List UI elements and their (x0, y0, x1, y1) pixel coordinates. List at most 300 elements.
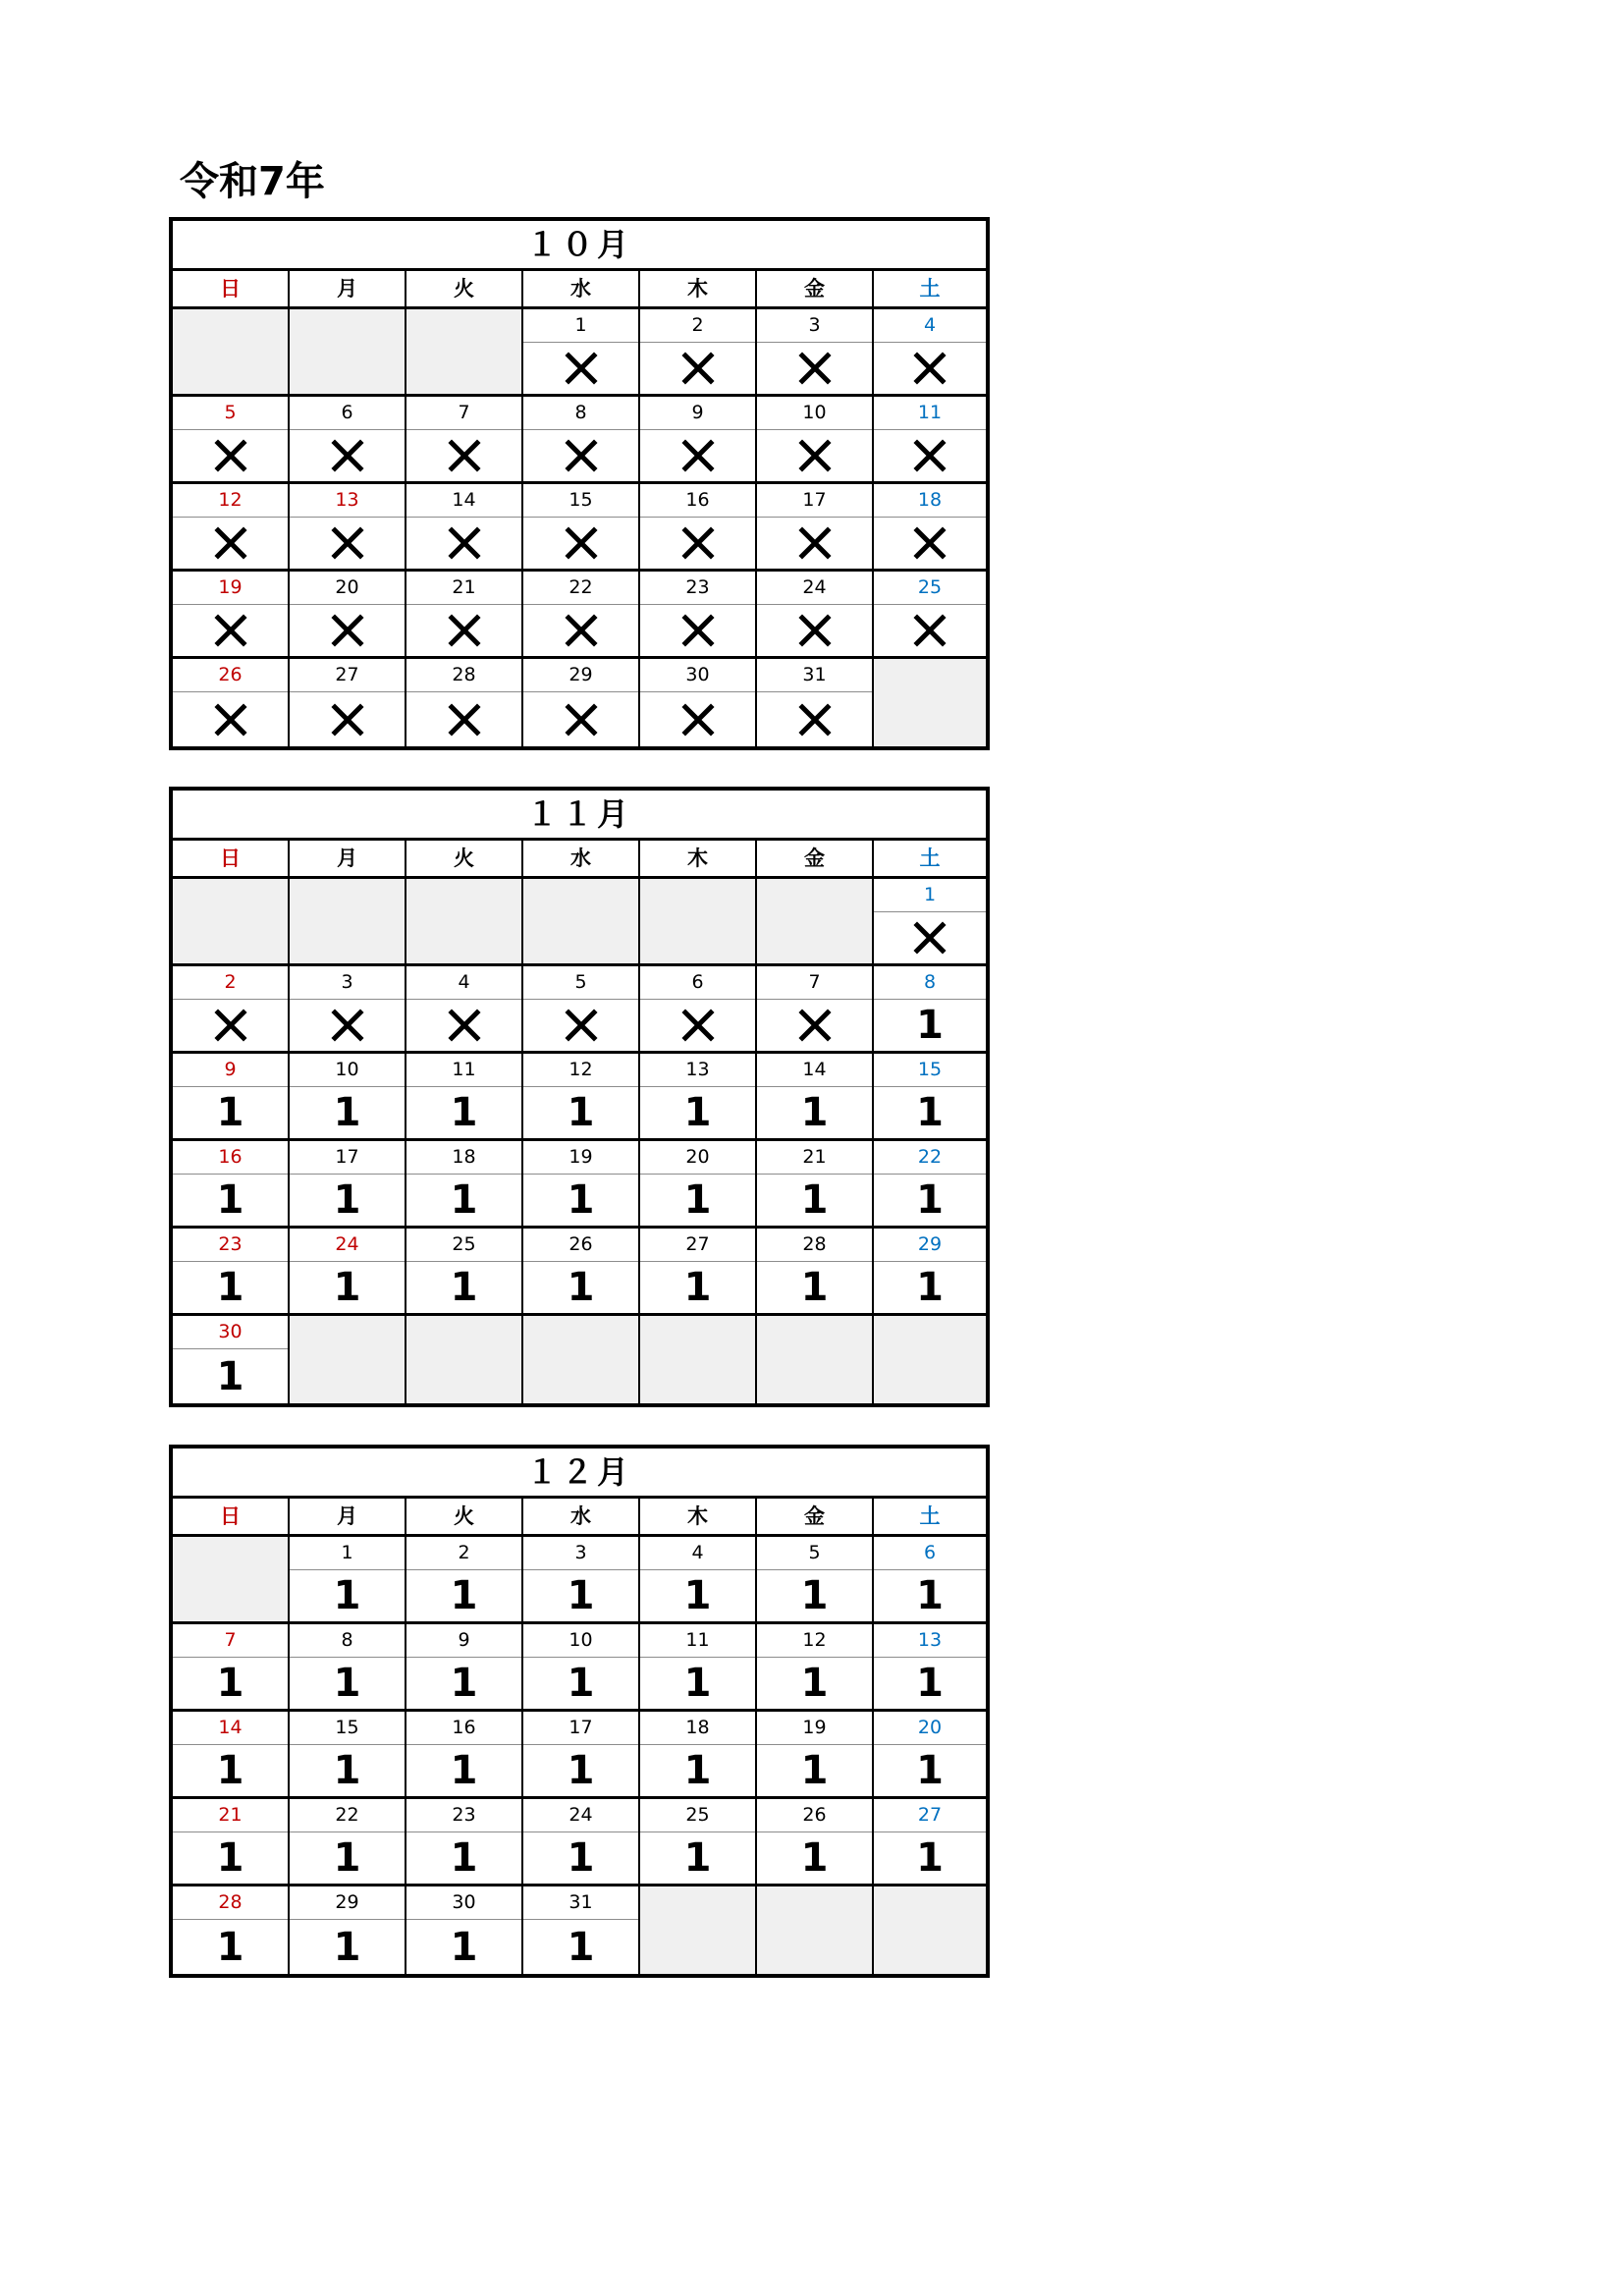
date-number: 20 (874, 1712, 986, 1745)
empty-day-cell (290, 309, 406, 394)
empty-day-cell (173, 879, 290, 963)
date-number: 11 (874, 397, 986, 430)
month-title: １０月 (173, 221, 986, 271)
date-number: 21 (173, 1799, 288, 1832)
day-cell (874, 1537, 986, 1621)
date-number: 5 (523, 966, 638, 1000)
closed-mark (874, 605, 986, 656)
date-number: 25 (874, 572, 986, 605)
date-number: 1 (874, 879, 986, 912)
availability-mark: 1 (450, 1177, 478, 1223)
date-number: 8 (874, 966, 986, 1000)
availability-mark: 1 (333, 1177, 361, 1223)
date-number: 17 (523, 1712, 638, 1745)
closed-mark (874, 343, 986, 394)
day-cell (290, 1624, 406, 1709)
availability-mark: 1 (800, 1835, 829, 1881)
cross-mark-icon (681, 352, 715, 385)
week-row (173, 1712, 986, 1799)
date-number: 26 (757, 1799, 872, 1832)
availability-mark: 1 (916, 1265, 944, 1310)
date-number: 21 (406, 572, 521, 605)
week-row (173, 397, 986, 484)
cross-mark-icon (214, 614, 247, 647)
day-cell (757, 966, 874, 1051)
cross-mark-icon (565, 526, 598, 560)
day-cell (640, 309, 757, 394)
cross-mark-icon (331, 703, 364, 737)
date-number: 7 (173, 1624, 288, 1658)
date-number: 10 (290, 1054, 405, 1087)
weekday-label: 日 (173, 841, 290, 879)
date-number: 15 (290, 1712, 405, 1745)
cross-mark-icon (214, 703, 247, 737)
availability-mark: 1 (216, 1265, 244, 1310)
weekday-label: 日 (173, 271, 290, 309)
cross-mark-icon (331, 439, 364, 472)
day-cell (874, 1712, 986, 1796)
cross-mark-icon (565, 1009, 598, 1042)
availability-mark: 1 (333, 1835, 361, 1881)
date-number: 12 (523, 1054, 638, 1087)
date-number: 31 (757, 659, 872, 692)
availability-mark: 1 (800, 1748, 829, 1793)
calendar-december (169, 1445, 990, 1978)
availability-mark: 1 (567, 1265, 595, 1310)
availability-mark: 1 (916, 1003, 944, 1048)
weekday-label: 火 (406, 841, 523, 879)
closed-mark (406, 430, 521, 481)
date-number: 19 (523, 1141, 638, 1175)
closed-mark (640, 518, 755, 569)
cross-mark-icon (214, 526, 247, 560)
day-cell (874, 572, 986, 656)
closed-mark (406, 605, 521, 656)
day-cell (173, 397, 290, 481)
cross-mark-icon (331, 526, 364, 560)
date-number: 25 (406, 1229, 521, 1262)
year-title: 令和7年 (180, 159, 325, 204)
date-number: 22 (523, 572, 638, 605)
empty-day-cell (757, 1886, 874, 1974)
cross-mark-icon (448, 1009, 481, 1042)
day-cell (640, 1712, 757, 1796)
day-cell (757, 1712, 874, 1796)
date-number: 9 (406, 1624, 521, 1658)
week-row (173, 1229, 986, 1316)
cross-mark-icon (798, 614, 832, 647)
date-number: 27 (290, 659, 405, 692)
closed-mark (640, 343, 755, 394)
date-number: 23 (406, 1799, 521, 1832)
date-number: 18 (874, 484, 986, 518)
day-cell (290, 1886, 406, 1974)
availability-mark: 1 (450, 1661, 478, 1706)
availability-mark: 1 (333, 1573, 361, 1618)
date-number: 11 (640, 1624, 755, 1658)
week-row (173, 484, 986, 572)
day-cell (874, 484, 986, 569)
empty-day-cell (757, 879, 874, 963)
day-cell (523, 1886, 640, 1974)
date-number: 22 (874, 1141, 986, 1175)
availability-mark: 1 (333, 1661, 361, 1706)
day-cell (173, 1624, 290, 1709)
closed-mark (640, 692, 755, 746)
date-number: 13 (290, 484, 405, 518)
availability-mark: 1 (683, 1177, 712, 1223)
availability-mark: 1 (800, 1177, 829, 1223)
closed-mark (757, 430, 872, 481)
day-cell (874, 1229, 986, 1313)
empty-day-cell (406, 879, 523, 963)
cross-mark-icon (448, 614, 481, 647)
date-number: 20 (290, 572, 405, 605)
closed-mark (874, 518, 986, 569)
closed-mark (757, 343, 872, 394)
day-cell (290, 1537, 406, 1621)
day-cell (523, 1054, 640, 1138)
date-number: 6 (290, 397, 405, 430)
week-row (173, 1141, 986, 1229)
day-cell (523, 1624, 640, 1709)
cross-mark-icon (565, 439, 598, 472)
weekday-label: 木 (640, 1499, 757, 1537)
cross-mark-icon (681, 439, 715, 472)
weekday-label: 水 (523, 1499, 640, 1537)
day-cell (173, 572, 290, 656)
day-cell (173, 1316, 290, 1403)
date-number: 28 (406, 659, 521, 692)
date-number: 28 (757, 1229, 872, 1262)
availability-mark: 1 (567, 1924, 595, 1970)
cross-mark-icon (565, 703, 598, 737)
weekday-label: 月 (290, 841, 406, 879)
availability-mark: 1 (216, 1924, 244, 1970)
date-number: 20 (640, 1141, 755, 1175)
week-row (173, 1799, 986, 1886)
day-cell (173, 966, 290, 1051)
day-cell (290, 1229, 406, 1313)
weekday-label: 月 (290, 271, 406, 309)
closed-mark (173, 605, 288, 656)
availability-mark: 1 (216, 1090, 244, 1135)
closed-mark (290, 1000, 405, 1051)
cross-mark-icon (448, 703, 481, 737)
day-cell (406, 1799, 523, 1884)
closed-mark (290, 605, 405, 656)
cross-mark-icon (448, 439, 481, 472)
closed-mark (290, 692, 405, 746)
closed-mark (173, 1000, 288, 1051)
cross-mark-icon (681, 526, 715, 560)
weekday-header (173, 841, 986, 879)
availability-mark: 1 (216, 1661, 244, 1706)
cross-mark-icon (913, 526, 947, 560)
date-number: 13 (640, 1054, 755, 1087)
week-row (173, 1624, 986, 1712)
weekday-label: 金 (757, 271, 874, 309)
day-cell (173, 1712, 290, 1796)
day-cell (757, 1799, 874, 1884)
day-cell (523, 1229, 640, 1313)
empty-day-cell (640, 1886, 757, 1974)
closed-mark (173, 692, 288, 746)
closed-mark (757, 692, 872, 746)
cross-mark-icon (331, 614, 364, 647)
availability-mark: 1 (216, 1177, 244, 1223)
availability-mark: 1 (567, 1661, 595, 1706)
day-cell (757, 1141, 874, 1226)
day-cell (290, 966, 406, 1051)
date-number: 29 (290, 1886, 405, 1920)
date-number: 3 (523, 1537, 638, 1570)
closed-mark (290, 430, 405, 481)
empty-day-cell (406, 1316, 523, 1403)
weekday-label: 火 (406, 1499, 523, 1537)
day-cell (173, 1054, 290, 1138)
day-cell (290, 1054, 406, 1138)
day-cell (640, 1537, 757, 1621)
date-number: 25 (640, 1799, 755, 1832)
empty-day-cell (874, 659, 986, 746)
date-number: 5 (757, 1537, 872, 1570)
weekday-label: 水 (523, 841, 640, 879)
availability-mark: 1 (683, 1573, 712, 1618)
date-number: 1 (290, 1537, 405, 1570)
cross-mark-icon (798, 352, 832, 385)
week-row (173, 1886, 986, 1974)
availability-mark: 1 (567, 1090, 595, 1135)
day-cell (406, 484, 523, 569)
date-number: 29 (523, 659, 638, 692)
date-number: 16 (406, 1712, 521, 1745)
cross-mark-icon (681, 614, 715, 647)
day-cell (640, 1229, 757, 1313)
day-cell (757, 1537, 874, 1621)
availability-mark: 1 (216, 1353, 244, 1399)
date-number: 17 (757, 484, 872, 518)
empty-day-cell (523, 1316, 640, 1403)
closed-mark (406, 692, 521, 746)
weekday-label: 木 (640, 271, 757, 309)
weekday-header (173, 1499, 986, 1537)
date-number: 12 (173, 484, 288, 518)
closed-mark (406, 518, 521, 569)
date-number: 29 (874, 1229, 986, 1262)
date-number: 24 (757, 572, 872, 605)
day-cell (757, 484, 874, 569)
date-number: 12 (757, 1624, 872, 1658)
date-number: 30 (640, 659, 755, 692)
cross-mark-icon (798, 1009, 832, 1042)
closed-mark (523, 430, 638, 481)
closed-mark (523, 518, 638, 569)
date-number: 6 (640, 966, 755, 1000)
day-cell (640, 966, 757, 1051)
empty-day-cell (757, 1316, 874, 1403)
day-cell (757, 1054, 874, 1138)
cross-mark-icon (913, 921, 947, 955)
day-cell (757, 309, 874, 394)
date-number: 21 (757, 1141, 872, 1175)
date-number: 24 (290, 1229, 405, 1262)
weekday-label: 水 (523, 271, 640, 309)
availability-mark: 1 (800, 1573, 829, 1618)
date-number: 9 (173, 1054, 288, 1087)
cross-mark-icon (331, 1009, 364, 1042)
day-cell (523, 1712, 640, 1796)
date-number: 19 (173, 572, 288, 605)
availability-mark: 1 (683, 1090, 712, 1135)
date-number: 18 (640, 1712, 755, 1745)
cross-mark-icon (798, 703, 832, 737)
weekday-label: 火 (406, 271, 523, 309)
availability-mark: 1 (450, 1573, 478, 1618)
empty-day-cell (406, 309, 523, 394)
day-cell (757, 1624, 874, 1709)
day-cell (874, 397, 986, 481)
availability-mark: 1 (450, 1090, 478, 1135)
day-cell (290, 1799, 406, 1884)
day-cell (406, 1229, 523, 1313)
empty-day-cell (173, 1537, 290, 1621)
date-number: 27 (874, 1799, 986, 1832)
closed-mark (757, 518, 872, 569)
date-number: 30 (173, 1316, 288, 1349)
day-cell (406, 659, 523, 746)
availability-mark: 1 (333, 1265, 361, 1310)
date-number: 4 (406, 966, 521, 1000)
date-number: 4 (874, 309, 986, 343)
date-number: 14 (757, 1054, 872, 1087)
day-cell (523, 1799, 640, 1884)
empty-day-cell (640, 879, 757, 963)
date-number: 24 (523, 1799, 638, 1832)
availability-mark: 1 (333, 1748, 361, 1793)
closed-mark (290, 518, 405, 569)
cross-mark-icon (448, 526, 481, 560)
closed-mark (523, 692, 638, 746)
date-number: 19 (757, 1712, 872, 1745)
weekday-label: 月 (290, 1499, 406, 1537)
availability-mark: 1 (916, 1177, 944, 1223)
availability-mark: 1 (916, 1661, 944, 1706)
date-number: 22 (290, 1799, 405, 1832)
day-cell (874, 1799, 986, 1884)
day-cell (874, 1624, 986, 1709)
day-cell (874, 309, 986, 394)
date-number: 2 (406, 1537, 521, 1570)
calendar-october (169, 217, 990, 750)
availability-mark: 1 (683, 1661, 712, 1706)
cross-mark-icon (913, 614, 947, 647)
availability-mark: 1 (683, 1748, 712, 1793)
day-cell (290, 1712, 406, 1796)
week-row (173, 572, 986, 659)
day-cell (757, 659, 874, 746)
availability-mark: 1 (333, 1924, 361, 1970)
empty-day-cell (290, 1316, 406, 1403)
date-number: 11 (406, 1054, 521, 1087)
empty-day-cell (173, 309, 290, 394)
empty-day-cell (523, 879, 640, 963)
date-number: 16 (173, 1141, 288, 1175)
day-cell (173, 1229, 290, 1313)
date-number: 5 (173, 397, 288, 430)
day-cell (523, 659, 640, 746)
date-number: 16 (640, 484, 755, 518)
day-cell (523, 966, 640, 1051)
day-cell (523, 484, 640, 569)
closed-mark (523, 343, 638, 394)
day-cell (640, 397, 757, 481)
date-number: 14 (173, 1712, 288, 1745)
day-cell (757, 572, 874, 656)
cross-mark-icon (214, 1009, 247, 1042)
calendar-november (169, 787, 990, 1407)
date-number: 15 (523, 484, 638, 518)
availability-mark: 1 (450, 1265, 478, 1310)
availability-mark: 1 (800, 1661, 829, 1706)
empty-day-cell (874, 1886, 986, 1974)
availability-mark: 1 (683, 1265, 712, 1310)
date-number: 7 (406, 397, 521, 430)
availability-mark: 1 (916, 1090, 944, 1135)
date-number: 3 (290, 966, 405, 1000)
month-title: １１月 (173, 791, 986, 841)
day-cell (406, 1537, 523, 1621)
day-cell (523, 1537, 640, 1621)
closed-mark (173, 430, 288, 481)
closed-mark (640, 1000, 755, 1051)
availability-mark: 1 (683, 1835, 712, 1881)
day-cell (173, 1886, 290, 1974)
availability-mark: 1 (567, 1835, 595, 1881)
day-cell (406, 1624, 523, 1709)
weekday-label: 木 (640, 841, 757, 879)
day-cell (757, 397, 874, 481)
availability-mark: 1 (916, 1748, 944, 1793)
day-cell (640, 1799, 757, 1884)
cross-mark-icon (913, 439, 947, 472)
cross-mark-icon (913, 352, 947, 385)
day-cell (640, 572, 757, 656)
availability-mark: 1 (567, 1573, 595, 1618)
day-cell (874, 966, 986, 1051)
cross-mark-icon (798, 526, 832, 560)
day-cell (290, 572, 406, 656)
availability-mark: 1 (916, 1835, 944, 1881)
closed-mark (757, 1000, 872, 1051)
date-number: 8 (290, 1624, 405, 1658)
week-row (173, 659, 986, 746)
day-cell (640, 1141, 757, 1226)
date-number: 15 (874, 1054, 986, 1087)
week-row (173, 309, 986, 397)
day-cell (290, 397, 406, 481)
day-cell (406, 1886, 523, 1974)
day-cell (640, 1624, 757, 1709)
empty-day-cell (640, 1316, 757, 1403)
day-cell (523, 572, 640, 656)
availability-mark: 1 (567, 1748, 595, 1793)
day-cell (523, 1141, 640, 1226)
closed-mark (874, 912, 986, 963)
weekday-label: 土 (874, 1499, 986, 1537)
week-row (173, 966, 986, 1054)
closed-mark (640, 605, 755, 656)
